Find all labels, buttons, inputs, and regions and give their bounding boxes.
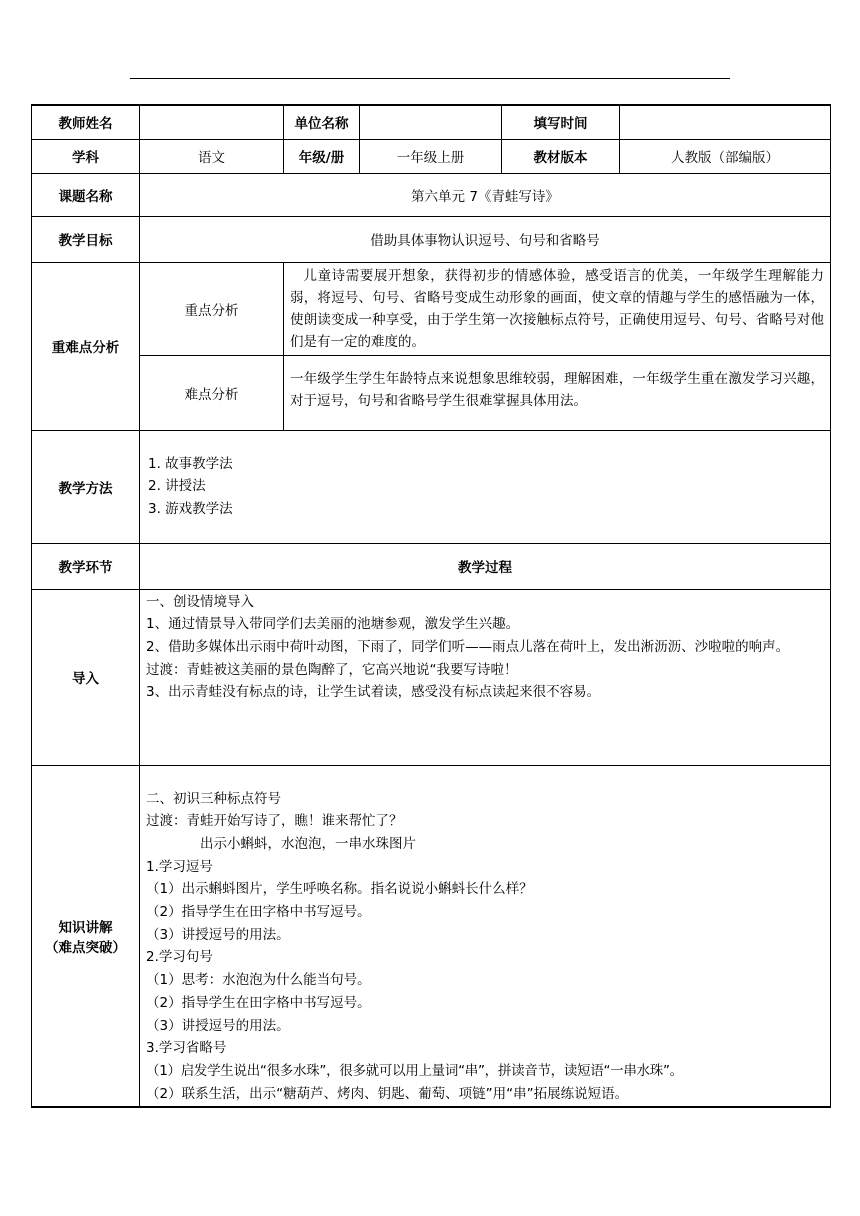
teaching-stage-label: 教学环节 — [32, 543, 140, 589]
lesson-plan-table — [31, 104, 831, 1108]
row-teacher-info — [32, 105, 831, 139]
intro-label: 导入 — [32, 589, 140, 765]
knowledge-line: （2）指导学生在田字格中书写逗号。 — [146, 904, 371, 921]
teaching-goal-label: 教学目标 — [32, 216, 140, 262]
row-key-analysis — [32, 262, 831, 355]
key-analysis-cell — [284, 262, 831, 355]
knowledge-line: 出示小蝌蚪，水泡泡，一串水珠图片 — [200, 835, 416, 852]
intro-line: 1、通过情景导入带同学们去美丽的池塘参观，激发学生兴趣。 — [146, 616, 520, 633]
knowledge-label-cell — [32, 765, 140, 1107]
difficult-analysis-cell — [284, 355, 831, 430]
knowledge-sublabel: （难点突破） — [45, 939, 126, 956]
fill-date-value — [620, 105, 831, 139]
row-intro — [32, 589, 831, 765]
edition-value: 人教版（部编版） — [620, 139, 831, 173]
row-process-header — [32, 543, 831, 589]
fill-date-label: 填写时间 — [502, 105, 620, 139]
method-item: 3. 游戏教学法 — [148, 500, 233, 517]
analysis-label: 重难点分析 — [32, 262, 140, 430]
teaching-process-label: 教学过程 — [140, 543, 831, 589]
intro-line: 2、借助多媒体出示雨中荷叶动图，下雨了，同学们听——雨点儿落在荷叶上，发出淅沥沥、沙啦啦的响声。 — [146, 638, 790, 655]
lesson-title-label: 课题名称 — [32, 173, 140, 216]
row-teaching-methods — [32, 430, 831, 543]
difficult-analysis-text: 一年级学生学生年龄特点来说想象思维较弱，理解困难，一年级学生重在激发学习兴趣，对于逗号，句号和省略号学生很难掌握具体用法。 — [290, 370, 824, 409]
knowledge-line: 过渡：青蛙开始写诗了，瞧！谁来帮忙了？ — [146, 813, 403, 830]
knowledge-line: （1）出示蝌蚪图片，学生呼唤名称。指名说说小蝌蚪长什么样？ — [146, 881, 533, 898]
teaching-goal-value: 借助具体事物认识逗号、句号和省略号 — [140, 216, 831, 262]
unit-name-value — [360, 105, 502, 139]
knowledge-line: （3）讲授逗号的用法。 — [146, 926, 290, 943]
intro-line: 过渡：青蛙被这美丽的景色陶醉了，它高兴地说“我要写诗啦！ — [146, 661, 518, 678]
row-knowledge — [32, 765, 831, 1107]
difficult-analysis-label: 难点分析 — [140, 355, 284, 430]
intro-cell — [140, 589, 831, 765]
intro-line: 3、出示青蛙没有标点的诗，让学生试着读，感受没有标点读起来很不容易。 — [146, 684, 601, 701]
grade-label: 年级/册 — [284, 139, 360, 173]
knowledge-line: （3）讲授逗号的用法。 — [146, 1017, 290, 1034]
grade-value: 一年级上册 — [360, 139, 502, 173]
knowledge-line: （1）启发学生说出“很多水珠”，很多就可以用上量词“串”，拼读音节，读短语“一串水珠”。 — [146, 1062, 683, 1079]
header-rule — [130, 78, 730, 79]
lesson-title-value: 第六单元 7《青蛙写诗》 — [140, 173, 831, 216]
method-item: 1. 故事教学法 — [148, 455, 233, 472]
method-item: 2. 讲授法 — [148, 478, 206, 495]
teaching-methods-cell — [140, 430, 831, 543]
row-subject-info — [32, 139, 831, 173]
knowledge-line: 1.学习逗号 — [146, 858, 213, 875]
teaching-methods-list — [140, 445, 830, 529]
row-difficult-analysis — [32, 355, 831, 430]
knowledge-cell — [140, 765, 831, 1107]
teacher-name-value — [140, 105, 284, 139]
intro-content — [140, 590, 830, 706]
knowledge-content — [140, 766, 830, 1107]
knowledge-line: 二、初识三种标点符号 — [146, 790, 281, 807]
teaching-methods-label: 教学方法 — [32, 430, 140, 543]
knowledge-line: （2）指导学生在田字格中书写逗号。 — [146, 994, 371, 1011]
subject-value: 语文 — [140, 139, 284, 173]
knowledge-line: （2）联系生活，出示“糖葫芦、烤肉、钥匙、葡萄、项链”用“串”拓展练说短语。 — [146, 1085, 629, 1102]
knowledge-label: 知识讲解 — [58, 919, 113, 936]
key-analysis-text: 儿童诗需要展开想象，获得初步的情感体验，感受语言的优美，一年级学生理解能力弱，将逗号、句号、省略号变成生动形象的画面，使文章的情趣与学生的感悟融为一体，使朗读变成一种享受，由于学生第一次接触标点符号，正确使用逗号、句号、省略号对他们是有一定的难度的。 — [290, 267, 824, 350]
knowledge-line: 3.学习省略号 — [146, 1040, 227, 1057]
key-analysis-label: 重点分析 — [140, 262, 284, 355]
subject-label: 学科 — [32, 139, 140, 173]
knowledge-line: 2.学习句号 — [146, 949, 213, 966]
edition-label: 教材版本 — [502, 139, 620, 173]
unit-name-label: 单位名称 — [284, 105, 360, 139]
row-teaching-goal — [32, 216, 831, 262]
row-lesson-title — [32, 173, 831, 216]
intro-line: 一、创设情境导入 — [146, 593, 254, 610]
teacher-name-label: 教师姓名 — [32, 105, 140, 139]
knowledge-line: （1）思考：水泡泡为什么能当句号。 — [146, 972, 371, 989]
